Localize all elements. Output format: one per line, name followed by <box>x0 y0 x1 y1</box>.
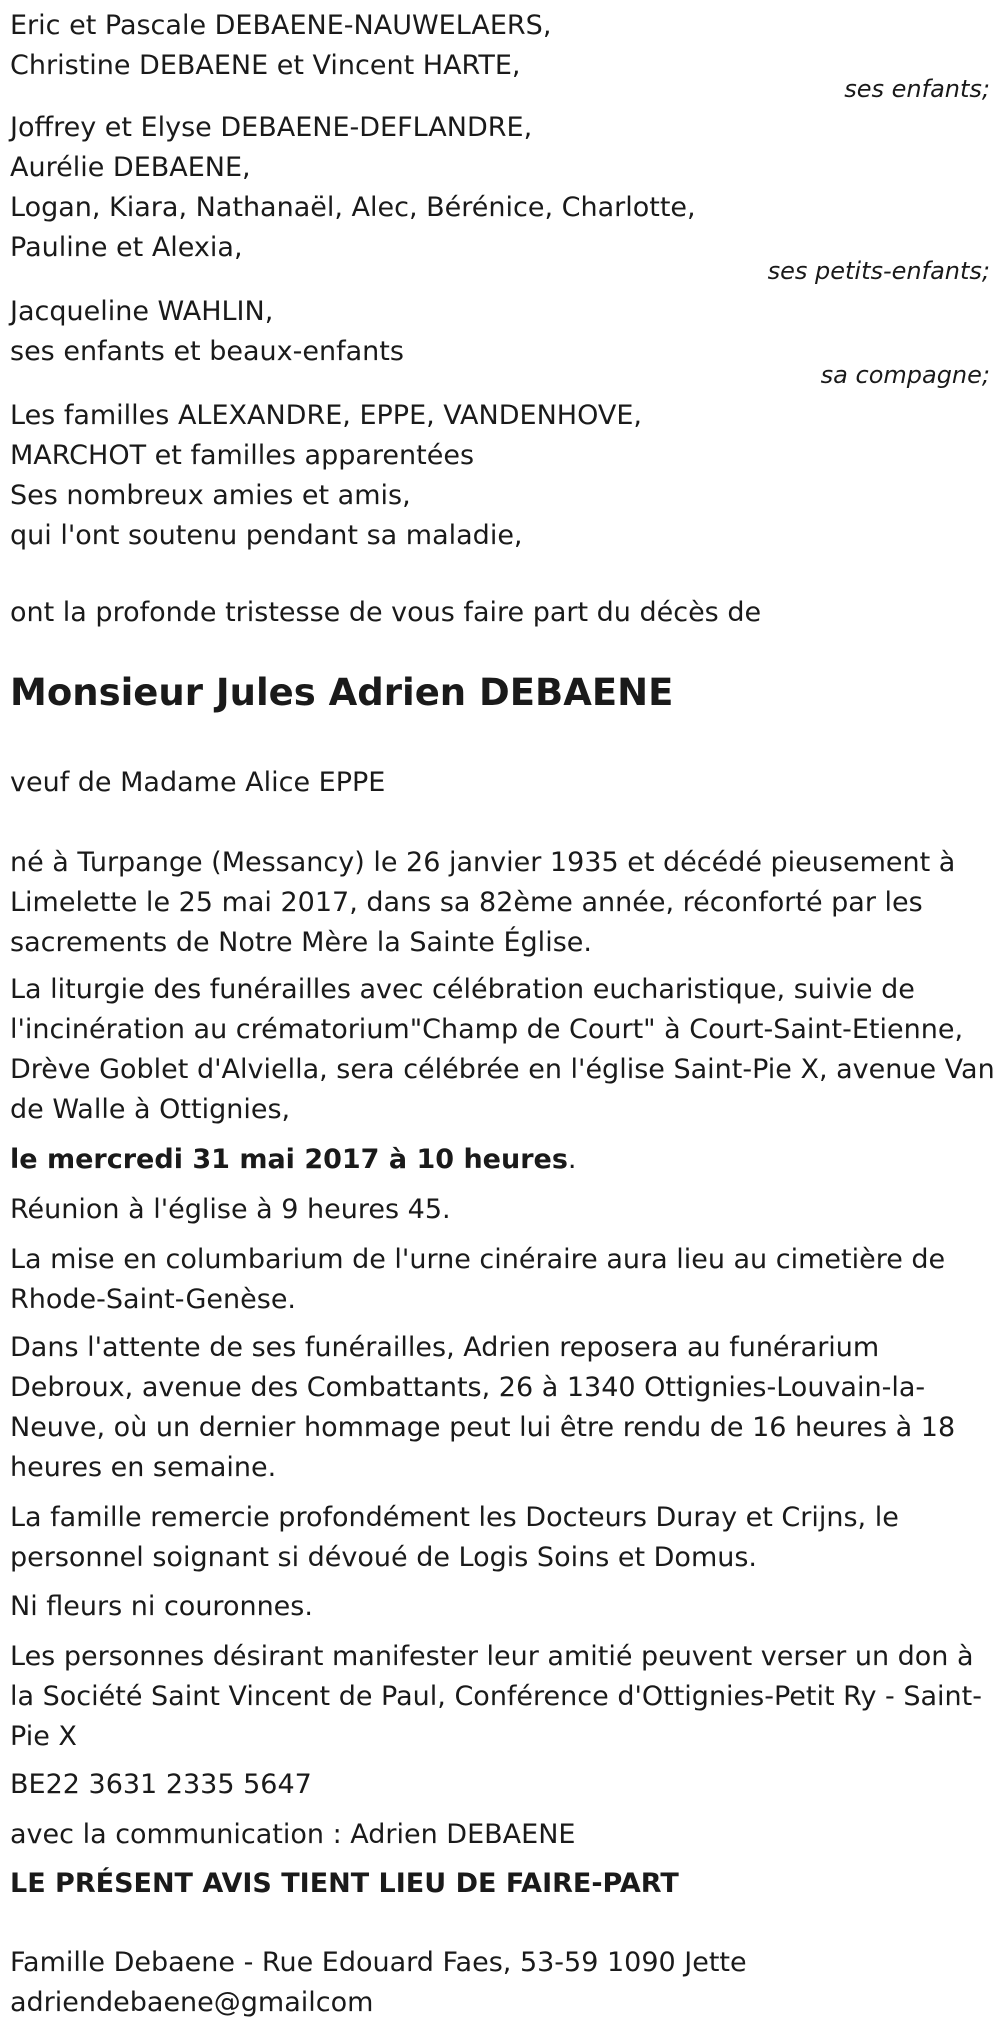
communication-text: avec la communication : Adrien DEBAENE <box>10 1819 576 1850</box>
grandchildren-line-2: Aurélie DEBAENE, <box>10 152 251 183</box>
others-line-2: MARCHOT et familles apparentées <box>10 440 475 471</box>
meeting-text: Réunion à l'église à 9 heures 45. <box>10 1194 451 1225</box>
companion-role: sa compagne; <box>820 361 990 389</box>
notice-text: LE PRÉSENT AVIS TIENT LIEU DE FAIRE-PART <box>10 1868 679 1899</box>
others-line-3: Ses nombreux amies et amis, <box>10 480 411 511</box>
donation-paragraph: Les personnes désirant manifester leur amitié peuvent verser un don à la Société Saint Vincent de Paul, Conférence d'Ottignies-Petit Ry - Saint-Pie X <box>10 1641 982 1752</box>
other-families-group <box>10 396 1000 556</box>
children-line-1: Eric et Pascale DEBAENE-NAUWELAERS, <box>10 10 552 41</box>
no-flowers-text: Ni fleurs ni couronnes. <box>10 1591 313 1622</box>
widower-block <box>10 763 1000 803</box>
grandchildren-group <box>10 108 1000 268</box>
funeral-date-suffix: . <box>567 1144 577 1175</box>
columbarium-paragraph: La mise en columbarium de l'urne cinéraire aura lieu au cimetière de Rhode-Saint-Genèse. <box>10 1244 946 1315</box>
funerarium-paragraph: Dans l'attente de ses funérailles, Adrien reposera au funérarium Debroux, avenue des Combattants, 26 à 1340 Ottignies-Louvain-la-Neuve, où un dernier hommage peut lui être rendu de 16 heures à 18 heures en semaine. <box>10 1332 956 1483</box>
children-line-2: Christine DEBAENE et Vincent HARTE, <box>10 50 521 81</box>
children-role: ses enfants; <box>844 75 990 103</box>
others-line-1: Les familles ALEXANDRE, EPPE, VANDENHOVE, <box>10 400 642 431</box>
funeral-date-bold: le mercredi 31 mai 2017 à 10 heures <box>10 1144 568 1175</box>
others-line-4: qui l'ont soutenu pendant sa maladie, <box>10 520 523 551</box>
liturgy-paragraph: La liturgie des funérailles avec célébration eucharistique, suivie de l'incinération au crématorium"Champ de Court" à Court-Saint-Etienne, Drève Goblet d'Alviella, sera célébrée en l'église Saint-Pie X, avenue Van de Walle à Ottignies, <box>10 974 995 1125</box>
birth-death-paragraph: né à Turpange (Messancy) le 26 janvier 1935 et décédé pieusement à Limelette le 25 mai 2017, dans sa 82ème année, réconforté par les sacrements de Notre Mère la Sainte Église. <box>10 847 956 958</box>
funeral-date <box>10 1140 1000 1180</box>
announcement <box>10 593 1000 633</box>
grandchildren-role: ses petits-enfants; <box>767 257 990 285</box>
grandchildren-line-4: Pauline et Alexia, <box>10 232 243 263</box>
widower-text: veuf de Madame Alice EPPE <box>10 767 386 798</box>
contact-address: Famille Debaene - Rue Edouard Faes, 53-59 1090 Jette <box>10 1947 747 1978</box>
grandchildren-line-1: Joffrey et Elyse DEBAENE-DEFLANDRE, <box>10 112 533 143</box>
companion-line-2: ses enfants et beaux-enfants <box>10 336 404 367</box>
grandchildren-line-3: Logan, Kiara, Nathanaël, Alec, Bérénice, Charlotte, <box>10 192 696 223</box>
contact-email: adriendebaene@gmailcom <box>10 1987 374 2018</box>
deceased-name: Monsieur Jules Adrien DEBAENE <box>10 671 674 714</box>
iban-text: BE22 3631 2335 5647 <box>10 1769 312 1800</box>
companion-line-1: Jacqueline WAHLIN, <box>10 296 274 327</box>
thanks-paragraph: La famille remercie profondément les Docteurs Duray et Crijns, le personnel soignant si dévoué de Logis Soins et Domus. <box>10 1502 899 1573</box>
announcement-text: ont la profonde tristesse de vous faire part du décès de <box>10 597 762 628</box>
contact-block <box>10 1943 1000 2023</box>
